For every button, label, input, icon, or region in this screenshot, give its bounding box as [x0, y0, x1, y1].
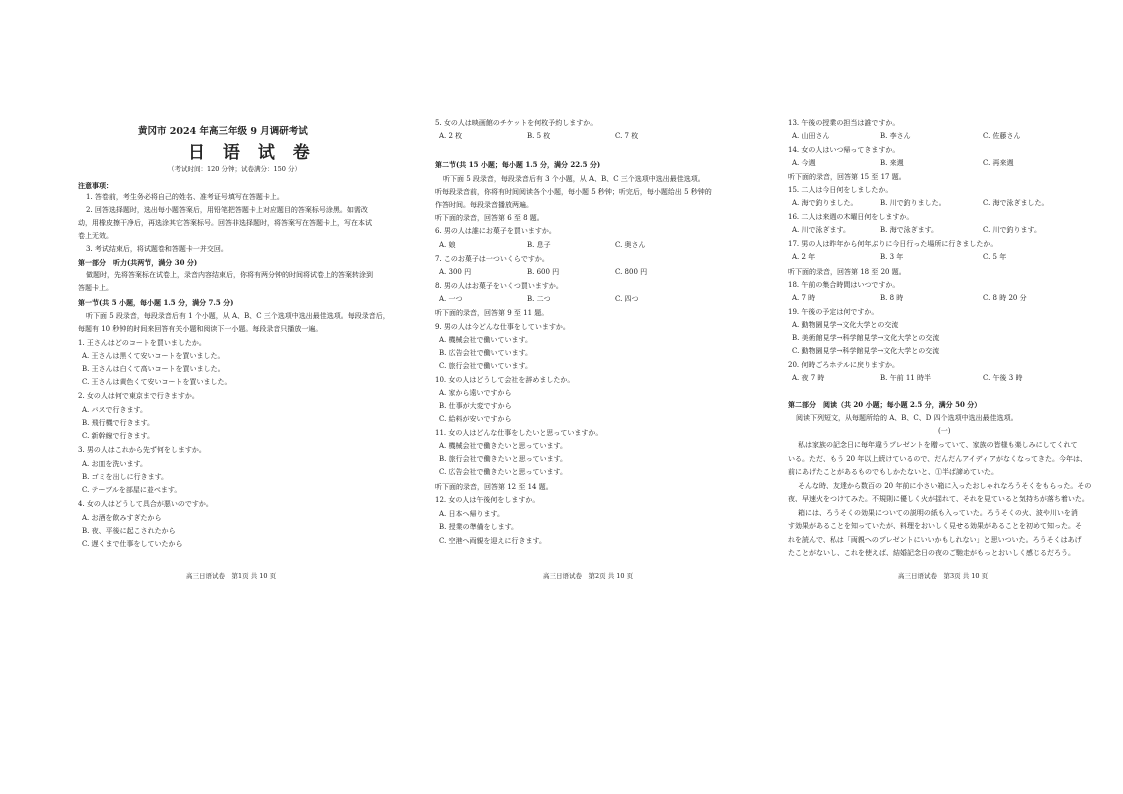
question-10: 10. 女の人はどうして会社を辞めましたか。 [435, 376, 575, 384]
material-heading: 听下面的录音，回答第 6 至 8 题。 [435, 214, 544, 222]
option: C. 海で泳ぎました。 [983, 199, 1049, 207]
options-row [435, 132, 765, 141]
option: C. 奥さん [615, 241, 646, 249]
page-footer: 高三日语试卷 第1页 共 10 页 [186, 572, 277, 580]
question-18: 18. 午前の集合時間はいつですか。 [788, 281, 900, 289]
section2-heading: 第二节(共 15 小题；每小题 1.5 分，满分 22.5 分) [435, 160, 601, 169]
question-14: 14. 女の人はいつ帰ってきますか。 [788, 146, 900, 154]
question-12: 12. 女の人は午後何をしますか。 [435, 496, 540, 504]
options-row [788, 226, 1118, 235]
option: A. お酒を飲みすぎたから [82, 514, 162, 522]
section1-desc: 每题有 10 秒钟的时间来回答有关小题和阅读下一小题。每段录音只播放一遍。 [78, 325, 323, 333]
option: C. テーブルを部屋に並べます。 [82, 486, 182, 494]
option: C. 給料が安いですから [439, 415, 512, 423]
question-15: 15. 二人は今日何をしましたか。 [788, 186, 893, 194]
option: A. バスで行きます。 [82, 406, 147, 414]
question-11: 11. 女の人はどんな仕事をしたいと思っていますか。 [435, 429, 603, 437]
question-4: 4. 女の人はどうして具合が悪いのですか。 [78, 500, 213, 508]
option: A. 動物園見学→文化大学との交流 [792, 321, 899, 329]
section1-heading: 第一节(共 5 小题，每小题 1.5 分，满分 7.5 分) [78, 298, 234, 307]
note-line: 卷上无效。 [78, 232, 113, 240]
page-footer: 高三日语试卷 第2页 共 10 页 [543, 572, 634, 580]
passage-line: たことがないし、これを使えば、結婚記念日の夜のご馳走がもっとおいしく感じるだろう。 [788, 549, 1075, 557]
question-19: 19. 午後の予定は何ですか。 [788, 308, 879, 316]
option: B. 授業の準備をします。 [439, 523, 519, 531]
option: B. 仕事が大変ですから [439, 402, 512, 410]
note-line: 动，用橡皮擦干净后，再选涂其它答案标号。回答非选择题时，将答案写在答题卡上，写在本试 [78, 219, 372, 227]
option: C. 午後 3 時 [983, 374, 1023, 382]
option: A. 2 年 [792, 253, 816, 261]
question-7: 7. このお菓子は一ついくらですか。 [435, 255, 549, 263]
exam-page-2 [435, 0, 765, 794]
question-20: 20. 何時ごろホテルに戻りますか。 [788, 361, 900, 369]
option: B. 二つ [527, 295, 551, 303]
option: B. 来週 [880, 159, 904, 167]
options-row [788, 294, 1118, 303]
passage-line: いる。ただ、もう 20 年以上続けているので、だんだんアイディアがなくなってきた。今年は、 [788, 455, 1088, 463]
section2-desc: 作答时间。每段录音播放两遍。 [435, 201, 533, 209]
option: B. 5 枚 [527, 132, 551, 140]
exam-info: （考试时间：120 分钟；试卷满分：150 分） [168, 165, 301, 173]
part2-desc: 阅读下列短文，从每题所给的 A、B、C、D 四个选项中选出最佳选项。 [796, 414, 1018, 422]
option: C. 王さんは黄色くて安いコートを買いました。 [82, 378, 232, 386]
option: C. 佐藤さん [983, 132, 1021, 140]
option: A. お皿を洗います。 [82, 460, 147, 468]
subject-title: 日 语 试 卷 [188, 143, 316, 163]
question-17: 17. 男の人は昨年から何年ぶりに今日行った場所に行きましたか。 [788, 240, 998, 248]
section1-desc: 听下面 5 段录音，每段录音后有 1 个小题，从 A、B、C 三个选项中选出最佳选项。每段录音后， [86, 312, 390, 320]
note-line: 3. 考试结束后，将试题卷和答题卡一并交回。 [86, 245, 228, 253]
exam-page-1 [78, 0, 408, 794]
passage-line: す効果があることを知っていたが、料理をおいしく見せる効果があることを初めて知った。そ [788, 522, 1082, 530]
option: C. 8 時 20 分 [983, 294, 1027, 302]
section2-desc: 听每段录音前，你将有时间阅读各个小题，每小题 5 秒钟；听完后，每小题给出 5 秒钟的 [435, 188, 712, 196]
options-row [435, 241, 765, 250]
option: B. 王さんは白くて高いコートを買いました。 [82, 365, 225, 373]
options-row [788, 374, 1118, 383]
option: B. 午前 11 時半 [880, 374, 931, 382]
option: B. 川で釣りました。 [880, 199, 946, 207]
part1-heading: 第一部分 听力(共两节，满分 30 分) [78, 258, 198, 267]
option: A. 2 枚 [439, 132, 463, 140]
question-16: 16. 二人は来週の木曜日何をしますか。 [788, 213, 914, 221]
option: C. 動物園見学→科学館見学→文化大学との交流 [792, 347, 940, 355]
question-9: 9. 男の人は今どんな仕事をしていますか。 [435, 323, 570, 331]
option: C. 7 枚 [615, 132, 639, 140]
option: C. 川で釣ります。 [983, 226, 1041, 234]
option: B. ゴミを出しに行きます。 [82, 473, 169, 481]
question-13: 13. 午後の授業の担当は誰ですか。 [788, 119, 900, 127]
option: C. 遅くまで仕事をしていたから [82, 540, 183, 548]
note-line: 1. 答卷前，考生务必将自己的姓名、准考证号填写在答题卡上。 [86, 193, 284, 201]
option: C. 空港へ両親を迎えに行きます。 [439, 537, 546, 545]
option: B. 李さん [880, 132, 911, 140]
option: A. 機械会社で働いています。 [439, 336, 532, 344]
option: A. 海で釣りました。 [792, 199, 858, 207]
note-line: 2. 回答选择题时，选出每小题答案后，用铅笔把答题卡上对应题目的答案标号涂黑。如需改 [86, 206, 368, 214]
exam-title: 黄冈市 2024 年高三年级 9 月调研考试 [138, 126, 308, 137]
option: C. 広告会社で働きたいと思っています。 [439, 468, 567, 476]
option: C. 800 円 [615, 268, 648, 276]
option: B. 3 年 [880, 253, 904, 261]
option: B. 600 円 [527, 268, 560, 276]
options-row [788, 253, 1118, 262]
passage-number: (一) [938, 427, 951, 435]
option: A. 今週 [792, 159, 816, 167]
option: A. 300 円 [439, 268, 472, 276]
material-heading: 听下面的录音，回答第 15 至 17 题。 [788, 173, 906, 181]
option: C. 四つ [615, 295, 639, 303]
option: A. 王さんは黒くて安いコートを買いました。 [82, 352, 225, 360]
question-2: 2. 女の人は何で東京まで行きますか。 [78, 392, 199, 400]
exam-page-3 [788, 0, 1116, 794]
question-3: 3. 男の人はこれから先ず何をしますか。 [78, 446, 206, 454]
option: B. 飛行機で行きます。 [82, 419, 155, 427]
part1-desc: 答题卡上。 [78, 284, 113, 292]
passage-line: 私は家族の記念日に毎年違うプレゼントを贈っていて、家族の皆様も楽しみにしてくれて [798, 441, 1078, 449]
option: B. 息子 [527, 241, 551, 249]
options-row [788, 159, 1118, 168]
notes-heading: 注意事项： [78, 181, 113, 190]
passage-line: 箱には、ろうそくの効果についての説明の紙も入っていた。ろうそくの火、波や川いを消 [798, 509, 1078, 517]
option: B. 広告会社で働いています。 [439, 349, 533, 357]
passage-line: 夜、早速火をつけてみた。不規則に優しく火が揺れて、それを見ていると気持ちが落ち着いた。 [788, 495, 1089, 503]
options-row [788, 132, 1118, 141]
options-row [435, 295, 765, 304]
part1-desc: 做题时，先将答案标在试卷上，录音内容结束后，你将有两分钟的时间将试卷上的答案转涂到 [86, 271, 373, 279]
option: A. 7 時 [792, 294, 816, 302]
options-row [435, 268, 765, 277]
option: A. 日本へ帰ります。 [439, 510, 504, 518]
option: B. 旅行会社で働きたいと思っています。 [439, 455, 568, 463]
options-row [788, 199, 1118, 208]
passage-line: そんな時、友達から数百の 20 年前に小さい箱に入ったおしゃれなろうそくをもらった。その [798, 482, 1092, 490]
option: A. 機械会社で働きたいと思っています。 [439, 442, 567, 450]
option: A. 家から遠いですから [439, 389, 512, 397]
option: A. 夜 7 時 [792, 374, 825, 382]
material-heading: 听下面的录音，回答第 12 至 14 题。 [435, 483, 553, 491]
part2-heading: 第二部分 阅读（共 20 小题；每小题 2.5 分，满分 50 分） [788, 400, 982, 409]
option: B. 海で泳ぎます。 [880, 226, 939, 234]
question-5: 5. 女の人は映画館のチケットを何枚予約しますか。 [435, 119, 598, 127]
option: B. 夜、平後に起こされたから [82, 527, 176, 535]
material-heading: 听下面的录音，回答第 9 至 11 题。 [435, 309, 549, 317]
option: C. 再来週 [983, 159, 1014, 167]
section2-desc: 听下面 5 段录音，每段录音后有 3 个小题，从 A、B、C 三个选项中选出最佳选项。 [443, 175, 705, 183]
option: C. 5 年 [983, 253, 1007, 261]
option: A. 山田さん [792, 132, 830, 140]
option: A. 娘 [439, 241, 456, 249]
option: B. 8 時 [880, 294, 904, 302]
passage-line: 前にあげたことがあるものでもしかたないと、①半ば諦めていた。 [788, 468, 998, 476]
option: A. 川で泳ぎます。 [792, 226, 850, 234]
page-footer: 高三日语试卷 第3页 共 10 页 [898, 572, 989, 580]
option: C. 旅行会社で働いています。 [439, 362, 532, 370]
material-heading: 听下面的录音，回答第 18 至 20 题。 [788, 268, 906, 276]
question-1: 1. 王さんはどのコートを買いましたか。 [78, 339, 206, 347]
option: B. 美術館見学→科学館見学→文化大学との交流 [792, 334, 940, 342]
question-6: 6. 男の人は誰にお菓子を買いますか。 [435, 227, 556, 235]
passage-line: れを読んで、私は「両親へのプレゼントにいいかもしれない」と思いついた。ろうそくはあげ [788, 536, 1082, 544]
option: C. 新幹線で行きます。 [82, 432, 154, 440]
question-8: 8. 男の人はお菓子をいくつ買いますか。 [435, 282, 563, 290]
option: A. 一つ [439, 295, 463, 303]
